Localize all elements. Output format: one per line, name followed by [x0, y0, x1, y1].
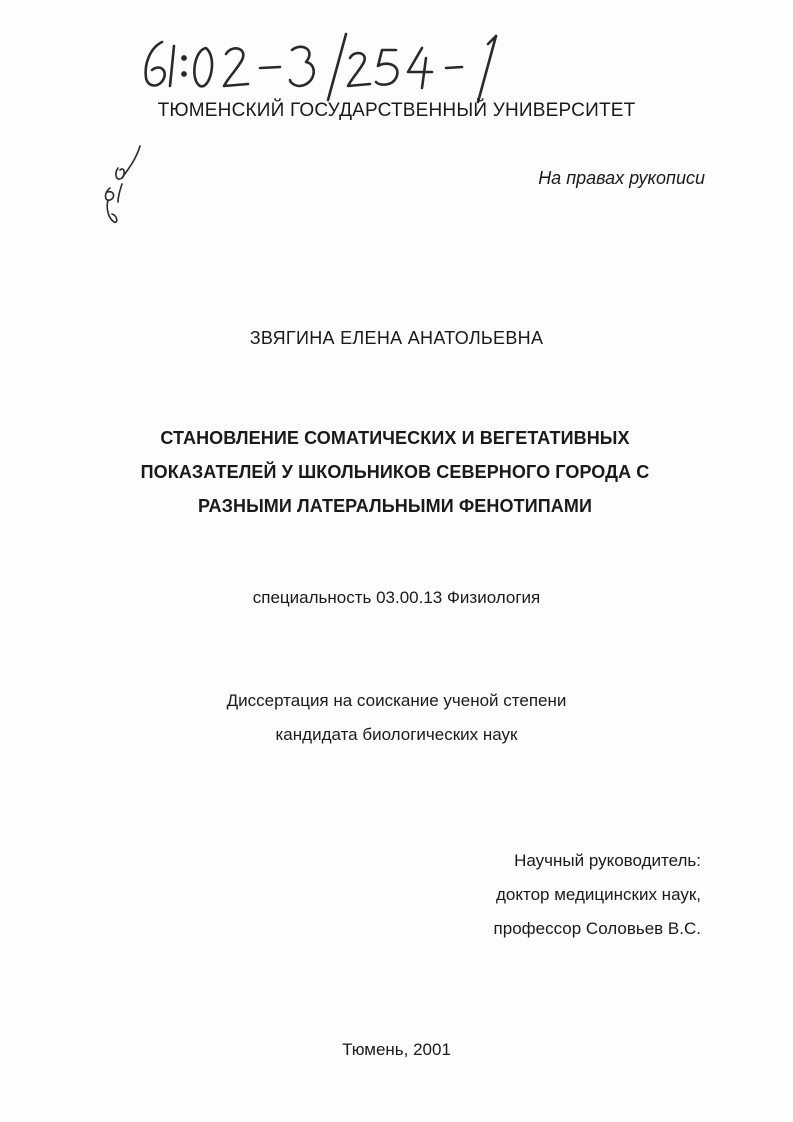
specialty-line: специальность 03.00.13 Физиология — [252, 588, 541, 607]
rights-notice: На правах рукописи — [538, 168, 705, 188]
handwritten-catalog-code — [140, 28, 520, 108]
svg-text:61:02-3/254-1: 61:02-3/254-1 — [140, 28, 147, 29]
title-line: ПОКАЗАТЕЛЕЙ У ШКОЛЬНИКОВ СЕВЕРНОГО ГОРОДА С — [140, 462, 650, 482]
supervisor-heading: Научный руководитель: — [514, 851, 701, 870]
supervisor-degree: доктор медицинских наук, — [495, 885, 701, 904]
place-and-year: Тюмень, 2001 — [342, 1040, 451, 1059]
title-line: СТАНОВЛЕНИЕ СОМАТИЧЕСКИХ И ВЕГЕТАТИВНЫХ — [160, 428, 630, 448]
degree-statement — [0, 684, 793, 752]
handwritten-signature-mark — [96, 142, 148, 232]
supervisor-block — [494, 844, 701, 946]
title-line: РАЗНЫМИ ЛАТЕРАЛЬНЫМИ ФЕНОТИПАМИ — [197, 496, 593, 516]
dissertation-title — [120, 421, 670, 523]
author-name: ЗВЯГИНА ЕЛЕНА АНАТОЛЬЕВНА — [249, 328, 544, 348]
degree-line: Диссертация на соискание ученой степени — [226, 691, 567, 710]
supervisor-name: профессор Соловьев В.С. — [493, 919, 701, 938]
degree-line: кандидата биологических наук — [275, 725, 518, 744]
university-name: ТЮМЕНСКИЙ ГОСУДАРСТВЕННЫЙ УНИВЕРСИТЕТ — [157, 100, 636, 121]
